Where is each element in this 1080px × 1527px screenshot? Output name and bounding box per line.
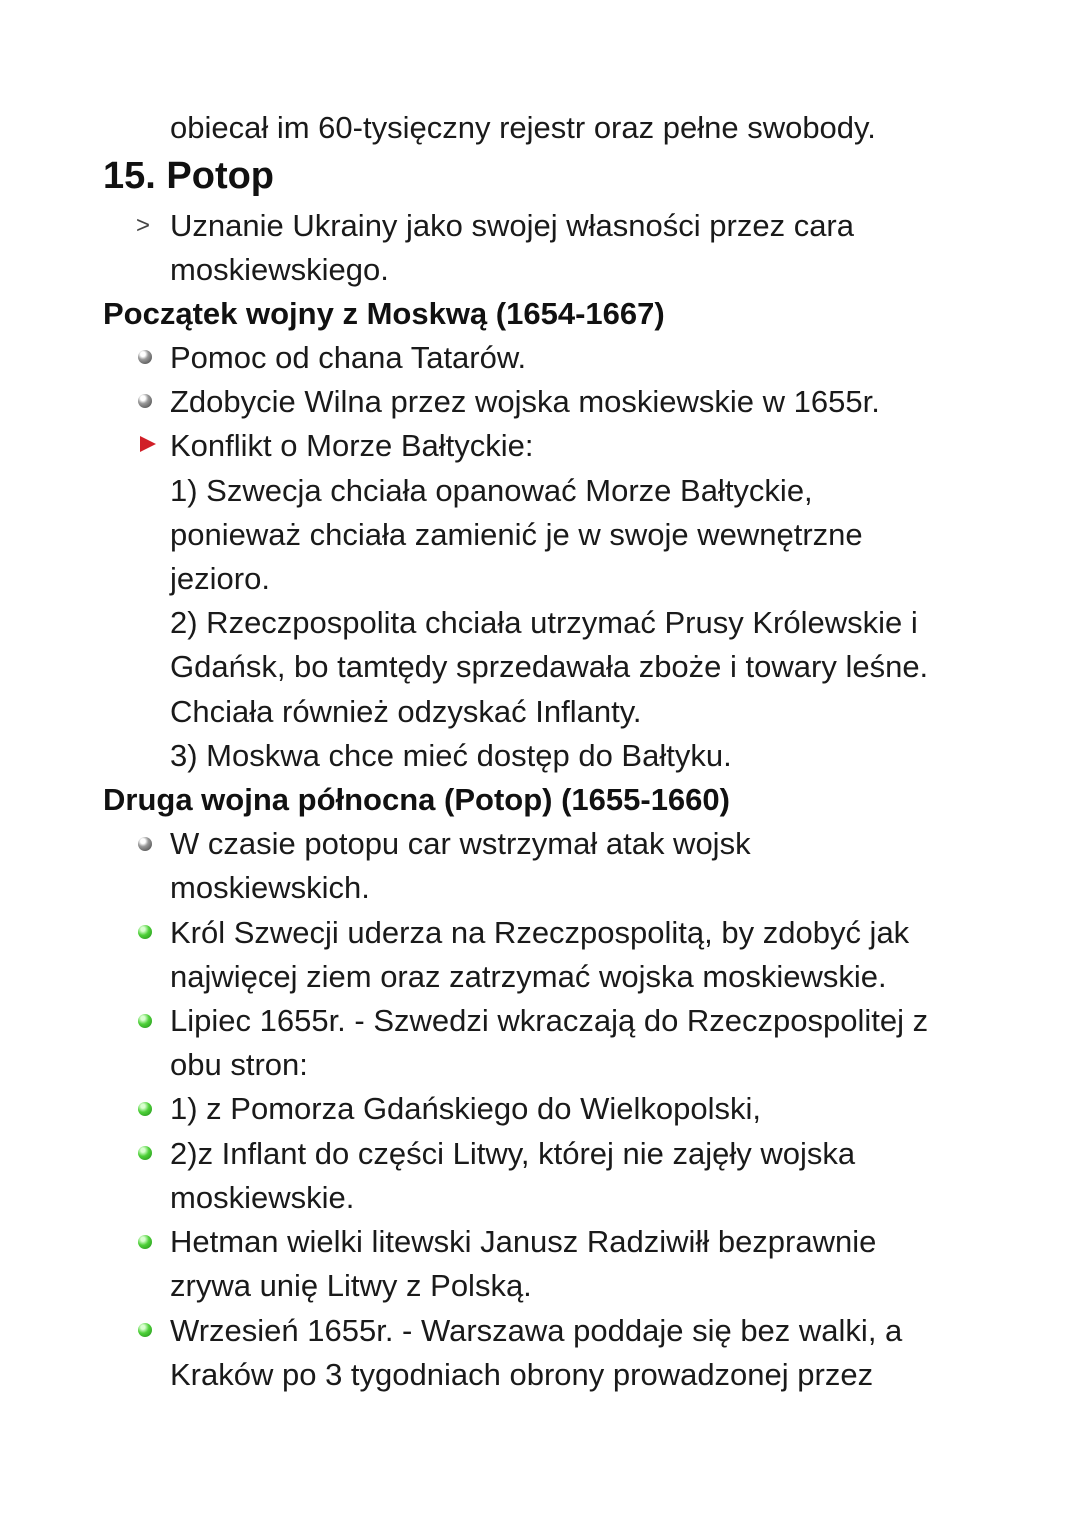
- subheading: Początek wojny z Moskwą (1654-1667): [103, 296, 665, 331]
- text-line: ponieważ chciała zamienić je w swoje wewnętrzne: [170, 517, 863, 552]
- text-line: Gdańsk, bo tamtędy sprzedawała zboże i towary leśne.: [170, 649, 929, 684]
- gray-bullet-icon: [138, 350, 152, 364]
- gray-bullet-icon: [138, 394, 152, 408]
- text-line: moskiewskiego.: [170, 252, 389, 287]
- red-flag-icon: [140, 436, 156, 452]
- text-line: obiecał im 60-tysięczny rejestr oraz pełne swobody.: [170, 110, 876, 145]
- text-line: Hetman wielki litewski Janusz Radziwiłł bezprawnie: [170, 1224, 877, 1259]
- green-bullet-icon: [138, 1146, 152, 1160]
- text-line: Konflikt o Morze Bałtyckie:: [170, 428, 534, 463]
- green-bullet-icon: [138, 925, 152, 939]
- text-line: Wrzesień 1655r. - Warszawa poddaje się bez walki, a: [170, 1313, 903, 1348]
- text-line: 1) z Pomorza Gdańskiego do Wielkopolski,: [170, 1091, 761, 1126]
- text-line: moskiewskich.: [170, 870, 370, 905]
- text-line: 3) Moskwa chce mieć dostęp do Bałtyku.: [170, 738, 732, 773]
- gray-bullet-icon: [138, 837, 152, 851]
- text-line: jezioro.: [170, 561, 270, 596]
- subheading: Druga wojna północna (Potop) (1655-1660): [103, 782, 730, 817]
- text-line: obu stron:: [170, 1047, 308, 1082]
- text-line: Chciała również odzyskać Inflanty.: [170, 694, 642, 729]
- green-bullet-icon: [138, 1323, 152, 1337]
- text-line: 2) Rzeczpospolita chciała utrzymać Prusy Królewskie i: [170, 605, 918, 640]
- text-line: W czasie potopu car wstrzymał atak wojsk: [170, 826, 751, 861]
- text-line: Król Szwecji uderza na Rzeczpospolitą, by zdobyć jak: [170, 915, 910, 950]
- section-heading: 15. Potop: [103, 155, 275, 197]
- text-line: moskiewskie.: [170, 1180, 355, 1215]
- text-line: najwięcej ziem oraz zatrzymać wojska moskiewskie.: [170, 959, 887, 994]
- text-line: Lipiec 1655r. - Szwedzi wkraczają do Rzeczpospolitej z: [170, 1003, 929, 1038]
- green-bullet-icon: [138, 1235, 152, 1249]
- text-line: zrywa unię Litwy z Polską.: [170, 1268, 532, 1303]
- arrow-bullet-icon: >: [136, 212, 151, 239]
- text-line: 2)z Inflant do części Litwy, której nie zajęły wojska: [170, 1136, 856, 1171]
- text-line: Uznanie Ukrainy jako swojej własności przez cara: [170, 208, 854, 243]
- text-line: Zdobycie Wilna przez wojska moskiewskie w 1655r.: [170, 384, 880, 419]
- green-bullet-icon: [138, 1102, 152, 1116]
- text-line: Pomoc od chana Tatarów.: [170, 340, 527, 375]
- green-bullet-icon: [138, 1014, 152, 1028]
- text-line: 1) Szwecja chciała opanować Morze Bałtyckie,: [170, 473, 813, 508]
- text-line: Kraków po 3 tygodniach obrony prowadzonej przez: [170, 1357, 874, 1392]
